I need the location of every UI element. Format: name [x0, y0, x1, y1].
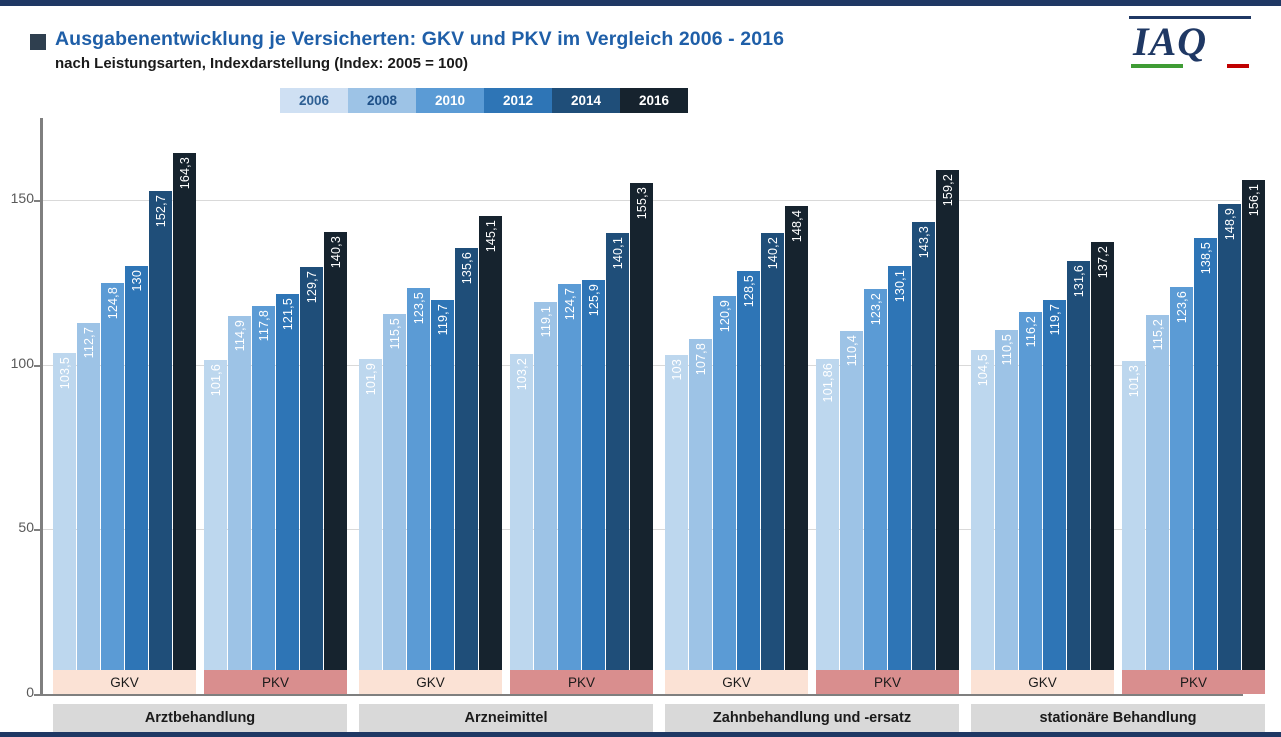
- bar: [173, 153, 196, 694]
- bar-value-label: 101,9: [363, 362, 378, 395]
- bar-group: [359, 118, 507, 694]
- bar: [1146, 315, 1169, 694]
- bar-value-label: 121,5: [280, 298, 295, 331]
- bar: [1242, 180, 1265, 694]
- bar: [558, 284, 581, 694]
- chart-plot-area: [10, 118, 1261, 700]
- category-label: Arztbehandlung: [53, 704, 347, 732]
- bar: [1019, 312, 1042, 694]
- bar-value-label: 103,2: [514, 358, 529, 391]
- bar-value-label: 138,5: [1198, 242, 1213, 275]
- bar: [630, 183, 653, 694]
- page-subtitle: nach Leistungsarten, Indexdarstellung (Index: 2005 = 100): [55, 55, 469, 72]
- bar: [864, 289, 887, 695]
- insurer-ribbon-gkv: GKV: [359, 670, 502, 694]
- legend-item-2010: 2010: [416, 88, 484, 113]
- bar-value-label: 125,9: [586, 283, 601, 316]
- bar: [300, 267, 323, 694]
- bar-value-label: 140,1: [610, 236, 625, 270]
- bar-value-label: 159,2: [940, 174, 955, 207]
- bar-value-label: 101,86: [820, 362, 835, 403]
- bar-value-label: 119,1: [538, 306, 553, 338]
- y-tickmark: [34, 365, 41, 367]
- bar: [431, 300, 454, 694]
- bar-value-label: 155,3: [634, 186, 649, 220]
- bar-value-label: 115,5: [387, 317, 402, 350]
- y-tick-label: 50: [18, 519, 34, 536]
- bar-value-label: 120,9: [717, 300, 732, 333]
- insurer-ribbon-pkv: PKV: [510, 670, 653, 694]
- bar-group: [665, 118, 813, 694]
- bar: [276, 294, 299, 694]
- iaq-logo: [1129, 14, 1251, 76]
- chart-header: [0, 10, 1281, 80]
- legend-item-2008: 2008: [348, 88, 416, 113]
- insurer-ribbon-gkv: GKV: [53, 670, 196, 694]
- bar: [582, 280, 605, 694]
- bar-value-label: 152,7: [153, 195, 168, 228]
- bar-value-label: 164,3: [177, 157, 192, 190]
- bar: [1218, 204, 1241, 694]
- bar-value-label: 137,2: [1095, 246, 1110, 279]
- insurer-ribbon-pkv: PKV: [816, 670, 959, 694]
- bar: [479, 216, 502, 694]
- bar-value-label: 148,9: [1222, 207, 1237, 241]
- bar-value-label: 135,6: [459, 251, 474, 284]
- category-label: Zahnbehandlung und -ersatz: [665, 704, 959, 732]
- bar-value-label: 107,8: [693, 343, 708, 376]
- bar: [761, 233, 784, 694]
- bar: [995, 330, 1018, 694]
- bar: [1043, 300, 1066, 694]
- bar-value-label: 115,2: [1150, 318, 1165, 351]
- bar-value-label: 110,4: [844, 334, 859, 366]
- bar: [1122, 361, 1145, 694]
- bottom-accent-bar: [0, 732, 1281, 737]
- bar-value-label: 123,5: [411, 291, 426, 324]
- bar-value-label: 117,8: [256, 310, 271, 342]
- bar-value-label: 145,1: [483, 220, 498, 253]
- bar: [912, 222, 935, 694]
- bar: [252, 306, 275, 694]
- bar: [407, 288, 430, 694]
- y-tick-label: 0: [26, 684, 34, 700]
- insurer-ribbon-gkv: GKV: [665, 670, 808, 694]
- bar-value-label: 140,3: [328, 236, 343, 269]
- bar-series-container: [43, 118, 1261, 694]
- bar: [204, 360, 227, 694]
- bar-value-label: 129,7: [304, 271, 319, 304]
- bar: [1194, 238, 1217, 694]
- bar: [77, 323, 100, 694]
- bar-value-label: 119,7: [1047, 304, 1062, 336]
- y-tickmark: [34, 529, 41, 531]
- bar-value-label: 124,8: [105, 287, 120, 320]
- logo-green-underline: [1131, 64, 1183, 68]
- bar: [606, 233, 629, 694]
- insurer-ribbon-pkv: PKV: [1122, 670, 1265, 694]
- bar-value-label: 156,1: [1246, 184, 1261, 217]
- bar-value-label: 119,7: [435, 304, 450, 336]
- bar: [455, 248, 478, 694]
- bar: [383, 314, 406, 694]
- bar-value-label: 103,5: [57, 357, 72, 390]
- bar-value-label: 140,2: [765, 236, 780, 269]
- bar: [665, 355, 688, 694]
- bar-value-label: 101,3: [1126, 364, 1141, 397]
- bar-group: [1122, 118, 1270, 694]
- top-accent-bar: [0, 0, 1281, 6]
- legend-item-2016: 2016: [620, 88, 688, 113]
- category-label: Arzneimittel: [359, 704, 653, 732]
- bar-value-label: 114,9: [232, 319, 247, 352]
- bar-value-label: 116,2: [1023, 315, 1038, 347]
- logo-red-underline: [1227, 64, 1249, 68]
- bar-value-label: 130: [129, 270, 144, 292]
- bar-group: [971, 118, 1119, 694]
- bar: [1170, 287, 1193, 694]
- bar-value-label: 128,5: [741, 275, 756, 308]
- bar: [324, 232, 347, 694]
- chart-legend: [280, 88, 688, 113]
- bar: [713, 296, 736, 694]
- legend-item-2014: 2014: [552, 88, 620, 113]
- bar-value-label: 124,7: [562, 287, 577, 320]
- bar: [101, 283, 124, 694]
- bar-value-label: 110,5: [999, 334, 1014, 366]
- bar-value-label: 104,5: [975, 354, 990, 387]
- bar-group: [816, 118, 964, 694]
- bar: [125, 266, 148, 694]
- bar: [228, 316, 251, 694]
- bar: [1067, 261, 1090, 694]
- bar: [936, 170, 959, 694]
- y-tickmark: [34, 200, 41, 202]
- bar-value-label: 130,1: [892, 269, 907, 303]
- x-axis-line: [40, 694, 1243, 696]
- bar: [149, 191, 172, 694]
- insurer-ribbon-gkv: GKV: [971, 670, 1114, 694]
- y-tick-label: 100: [10, 354, 34, 371]
- y-tick-label: 150: [10, 190, 34, 207]
- bar-value-label: 148,4: [789, 209, 804, 242]
- bar: [785, 206, 808, 694]
- bar: [689, 339, 712, 694]
- logo-text: IAQ: [1133, 19, 1208, 64]
- bar-group: [510, 118, 658, 694]
- bar: [816, 359, 839, 694]
- title-marker-icon: [30, 34, 46, 50]
- bar: [1091, 242, 1114, 694]
- legend-item-2006: 2006: [280, 88, 348, 113]
- bar: [53, 353, 76, 694]
- bar-value-label: 123,2: [868, 292, 883, 325]
- bar-group: [53, 118, 201, 694]
- bar: [510, 354, 533, 694]
- bar: [971, 350, 994, 694]
- legend-item-2012: 2012: [484, 88, 552, 113]
- insurer-ribbon-pkv: PKV: [204, 670, 347, 694]
- bar-value-label: 131,6: [1071, 264, 1086, 298]
- bar-group: [204, 118, 352, 694]
- bar: [359, 359, 382, 694]
- bar: [737, 271, 760, 694]
- bar: [840, 331, 863, 694]
- bar-value-label: 101,6: [208, 363, 223, 396]
- bar: [888, 266, 911, 694]
- category-labels: [43, 704, 1243, 732]
- page-title: Ausgabenentwicklung je Versicherten: GKV und PKV im Vergleich 2006 - 2016: [55, 28, 785, 50]
- bar-value-label: 103: [669, 358, 684, 381]
- category-label: stationäre Behandlung: [971, 704, 1265, 732]
- insurer-ribbons: [43, 670, 1243, 694]
- bar: [534, 302, 557, 694]
- bar-value-label: 143,3: [916, 226, 931, 259]
- bar-value-label: 112,7: [81, 327, 96, 359]
- bar-value-label: 123,6: [1174, 291, 1189, 324]
